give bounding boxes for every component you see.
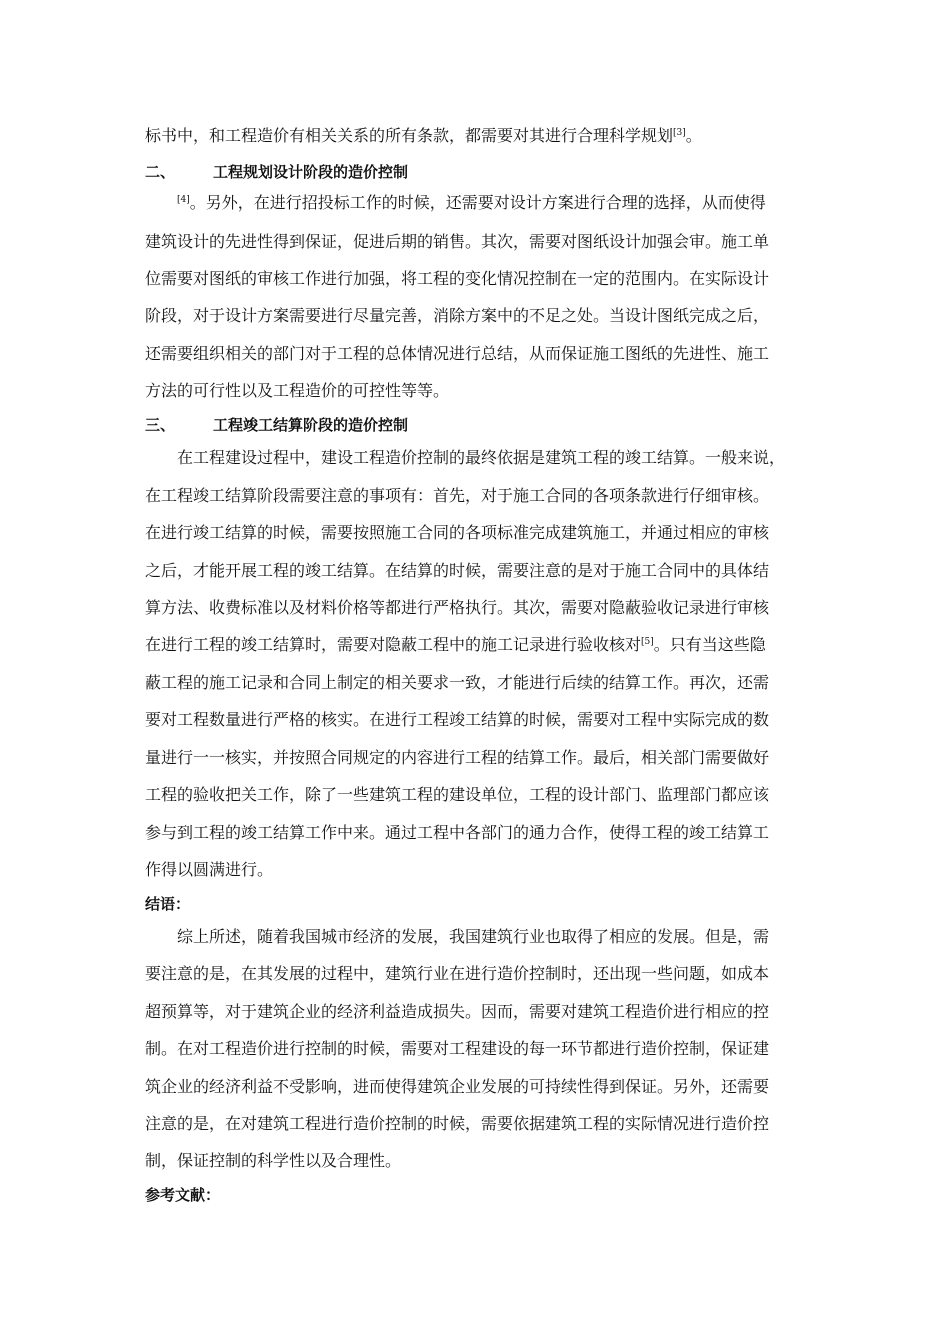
paragraph-line: 阶段，对于设计方案需要进行尽量完善，消除方案中的不足之处。当设计图纸完成之后， — [145, 306, 770, 325]
section-number: 二、 — [145, 163, 176, 181]
paragraph-line: 制。在对工程造价进行控制的时候，需要对工程建设的每一环节都进行造价控制，保证建 — [145, 1039, 770, 1058]
paragraph-line: 超预算等，对于建筑企业的经济利益造成损失。因而，需要对建筑工程造价进行相应的控 — [145, 1002, 770, 1021]
references-heading: 参考文献： — [145, 1186, 221, 1204]
paragraph-line: 位需要对图纸的审核工作进行加强，将工程的变化情况控制在一定的范围内。在实际设计 — [145, 269, 770, 288]
paragraph-line: 制，保证控制的科学性以及合理性。 — [145, 1151, 402, 1170]
paragraph-line: 还需要组织相关的部门对于工程的总体情况进行总结，从而保证施工图纸的先进性、施工 — [145, 344, 770, 363]
section-heading — [145, 162, 825, 182]
paragraph-line: 算方法、收费标准以及材料价格等都进行严格执行。其次，需要对隐蔽验收记录进行审核 — [145, 598, 770, 617]
paragraph-line: 标书中，和工程造价有相关关系的所有条款，都需要对其进行合理科学规划[3]。 — [145, 126, 702, 145]
paragraph-line: 综上所述，随着我国城市经济的发展，我国建筑行业也取得了相应的发展。但是，需 — [177, 927, 770, 946]
conclusion-heading: 结语： — [145, 895, 191, 913]
section-number: 三、 — [145, 416, 176, 434]
citation-ref: [4] — [177, 195, 190, 205]
section-heading — [145, 415, 825, 435]
paragraph-line: [4]。另外，在进行招投标工作的时候，还需要对设计方案进行合理的选择，从而使得 — [177, 193, 766, 212]
paragraph-line: 在进行工程的竣工结算时，需要对隐蔽工程中的施工记录进行验收核对[5]。只有当这些隐 — [145, 635, 766, 654]
citation-ref: [5] — [641, 637, 654, 647]
paragraph-line: 作得以圆满进行。 — [145, 860, 274, 879]
paragraph-line: 在工程建设过程中，建设工程造价控制的最终依据是建筑工程的竣工结算。一般来说， — [177, 448, 786, 467]
paragraph-line: 蔽工程的施工记录和合同上制定的相关要求一致，才能进行后续的结算工作。再次，还需 — [145, 673, 770, 692]
paragraph-line: 注意的是，在对建筑工程进行造价控制的时候，需要依据建筑工程的实际情况进行造价控 — [145, 1114, 770, 1133]
paragraph-line: 筑企业的经济利益不受影响，进而使得建筑企业发展的可持续性得到保证。另外，还需要 — [145, 1077, 770, 1096]
citation-ref: [3] — [673, 128, 686, 138]
paragraph-line: 参与到工程的竣工结算工作中来。通过工程中各部门的通力合作，使得工程的竣工结算工 — [145, 823, 770, 842]
paragraph-line: 工程的验收把关工作，除了一些建筑工程的建设单位，工程的设计部门、监理部门都应该 — [145, 785, 770, 804]
section-title: 工程竣工结算阶段的造价控制 — [213, 416, 409, 434]
paragraph-line: 要对工程数量进行严格的核实。在进行工程竣工结算的时候，需要对工程中实际完成的数 — [145, 710, 770, 729]
paragraph-line: 要注意的是，在其发展的过程中，建筑行业在进行造价控制时，还出现一些问题，如成本 — [145, 964, 770, 983]
paragraph-line: 方法的可行性以及工程造价的可控性等等。 — [145, 381, 450, 400]
paragraph-line: 建筑设计的先进性得到保证，促进后期的销售。其次，需要对图纸设计加强会审。施工单 — [145, 232, 770, 251]
paragraph-line: 量进行一一核实，并按照合同规定的内容进行工程的结算工作。最后，相关部门需要做好 — [145, 748, 770, 767]
paragraph-line: 在工程竣工结算阶段需要注意的事项有：首先，对于施工合同的各项条款进行仔细审核。 — [145, 486, 770, 505]
paragraph-line: 在进行竣工结算的时候，需要按照施工合同的各项标准完成建筑施工，并通过相应的审核 — [145, 523, 770, 542]
paragraph-line: 之后，才能开展工程的竣工结算。在结算的时候，需要注意的是对于施工合同中的具体结 — [145, 561, 770, 580]
section-title: 工程规划设计阶段的造价控制 — [213, 163, 409, 181]
